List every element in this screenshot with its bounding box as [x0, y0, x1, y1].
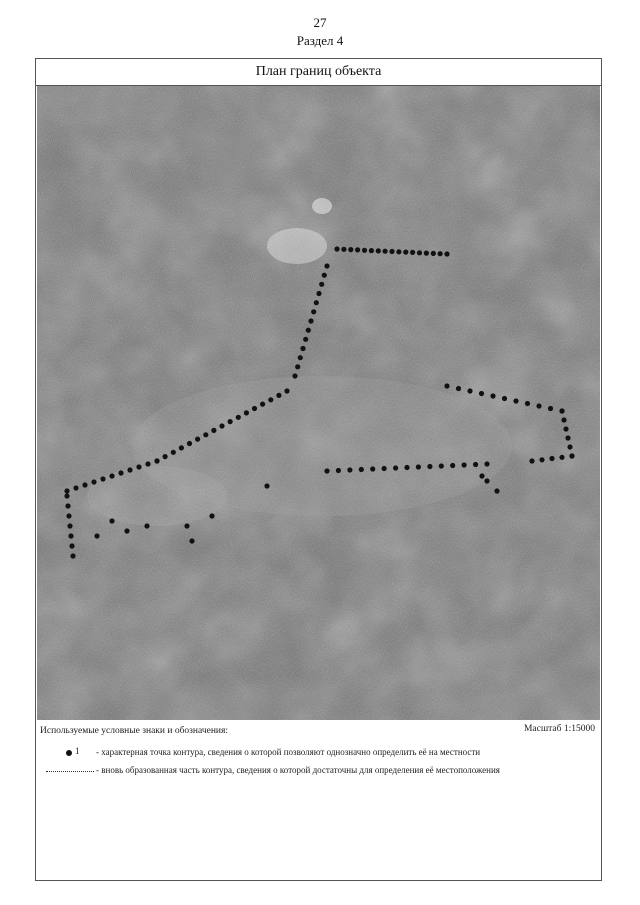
- boundary-point: [292, 373, 297, 378]
- boundary-point: [450, 463, 455, 468]
- boundary-point: [494, 488, 499, 493]
- boundary-point: [67, 523, 72, 528]
- boundary-point: [276, 393, 281, 398]
- boundary-point: [462, 462, 467, 467]
- boundary-point: [127, 467, 132, 472]
- boundary-point: [467, 388, 472, 393]
- section-title: Раздел 4: [296, 33, 344, 48]
- legend-text-line: - вновь образованная часть контура, сведения о которой достаточны для определения её местоположения: [96, 765, 500, 775]
- boundary-point: [559, 408, 564, 413]
- boundary-point: [479, 473, 484, 478]
- boundary-point: [68, 533, 73, 538]
- boundary-point: [536, 403, 541, 408]
- satellite-map: [37, 86, 600, 720]
- boundary-point: [154, 458, 159, 463]
- boundary-point: [100, 476, 105, 481]
- boundary-point: [369, 248, 374, 253]
- plan-title: План границ объекта: [36, 59, 601, 86]
- boundary-point: [187, 441, 192, 446]
- boundary-point: [184, 523, 189, 528]
- boundary-point: [300, 346, 305, 351]
- legend-item-line: [44, 765, 596, 777]
- boundary-point: [322, 273, 327, 278]
- boundary-point: [311, 309, 316, 314]
- boundary-point: [393, 465, 398, 470]
- boundary-point: [563, 426, 568, 431]
- boundary-point: [424, 251, 429, 256]
- point-symbol: [44, 747, 96, 759]
- boundary-point: [529, 458, 534, 463]
- boundary-point: [431, 251, 436, 256]
- boundary-point: [109, 518, 114, 523]
- boundary-point: [348, 247, 353, 252]
- boundary-point: [118, 470, 123, 475]
- boundary-point: [306, 328, 311, 333]
- boundary-point: [502, 396, 507, 401]
- boundary-map-svg: [37, 86, 600, 720]
- plan-frame: [35, 58, 602, 881]
- boundary-point: [561, 417, 566, 422]
- boundary-point: [383, 249, 388, 254]
- boundary-point: [569, 453, 574, 458]
- boundary-point: [319, 282, 324, 287]
- boundary-point: [525, 401, 530, 406]
- boundary-point: [565, 435, 570, 440]
- boundary-point: [145, 461, 150, 466]
- boundary-point: [513, 398, 518, 403]
- boundary-point: [438, 251, 443, 256]
- boundary-point: [64, 488, 69, 493]
- boundary-point: [94, 533, 99, 538]
- boundary-point: [91, 479, 96, 484]
- boundary-point: [66, 513, 71, 518]
- boundary-point: [136, 464, 141, 469]
- boundary-point: [334, 246, 339, 251]
- line-symbol: [44, 765, 96, 777]
- boundary-point: [260, 402, 265, 407]
- boundary-point: [316, 291, 321, 296]
- boundary-point: [567, 444, 572, 449]
- boundary-point: [314, 300, 319, 305]
- boundary-point: [382, 466, 387, 471]
- boundary-point: [228, 419, 233, 424]
- boundary-point: [70, 553, 75, 558]
- boundary-point: [209, 513, 214, 518]
- boundary-point: [324, 263, 329, 268]
- boundary-point: [479, 391, 484, 396]
- boundary-point: [444, 383, 449, 388]
- boundary-point: [236, 415, 241, 420]
- boundary-point: [244, 410, 249, 415]
- boundary-point: [252, 406, 257, 411]
- legend-text-point: - характерная точка контура, сведения о которой позволяют однозначно определить её на местности: [96, 747, 481, 757]
- boundary-point: [456, 386, 461, 391]
- boundary-point: [211, 428, 216, 433]
- boundary-point: [362, 248, 367, 253]
- boundary-point: [124, 528, 129, 533]
- boundary-point: [439, 463, 444, 468]
- boundary-point: [539, 457, 544, 462]
- dotted-line-icon: [46, 771, 94, 772]
- boundary-point: [303, 337, 308, 342]
- boundary-point: [490, 393, 495, 398]
- boundary-point: [347, 467, 352, 472]
- boundary-point: [370, 466, 375, 471]
- boundary-point: [444, 251, 449, 256]
- boundary-point: [109, 473, 114, 478]
- boundary-point: [336, 468, 341, 473]
- page-number: 27: [313, 15, 327, 30]
- boundary-point: [171, 450, 176, 455]
- boundary-point: [484, 461, 489, 466]
- boundary-point: [268, 397, 273, 402]
- boundary-point: [163, 454, 168, 459]
- scale-label: Масштаб 1:15000: [523, 724, 595, 734]
- boundary-point: [416, 464, 421, 469]
- boundary-point: [64, 493, 69, 498]
- boundary-point: [284, 388, 289, 393]
- boundary-point: [404, 465, 409, 470]
- boundary-point: [324, 468, 329, 473]
- boundary-point: [559, 455, 564, 460]
- boundary-point: [417, 250, 422, 255]
- legend-item-point: [44, 747, 596, 759]
- boundary-point: [295, 364, 300, 369]
- boundary-point: [189, 538, 194, 543]
- boundary-point: [484, 478, 489, 483]
- boundary-point: [195, 437, 200, 442]
- boundary-point: [473, 462, 478, 467]
- boundary-point: [73, 485, 78, 490]
- boundary-point: [376, 248, 381, 253]
- boundary-point: [403, 250, 408, 255]
- boundary-point: [264, 483, 269, 488]
- boundary-point: [179, 445, 184, 450]
- boundary-point: [355, 247, 360, 252]
- legend-heading: Используемые условные знаки и обозначения:: [40, 726, 229, 736]
- boundary-point: [219, 423, 224, 428]
- boundary-point: [548, 406, 553, 411]
- boundary-point: [82, 482, 87, 487]
- boundary-point: [144, 523, 149, 528]
- boundary-point: [549, 456, 554, 461]
- boundary-point: [65, 503, 70, 508]
- boundary-point: [427, 464, 432, 469]
- boundary-point: [298, 355, 303, 360]
- boundary-point: [308, 318, 313, 323]
- boundary-point: [203, 432, 208, 437]
- point-marker-icon: [66, 750, 72, 756]
- boundary-point: [396, 249, 401, 254]
- boundary-point: [69, 543, 74, 548]
- boundary-point: [341, 247, 346, 252]
- boundary-point: [410, 250, 415, 255]
- boundary-point: [389, 249, 394, 254]
- point-number: 1: [75, 746, 80, 756]
- boundary-point: [359, 467, 364, 472]
